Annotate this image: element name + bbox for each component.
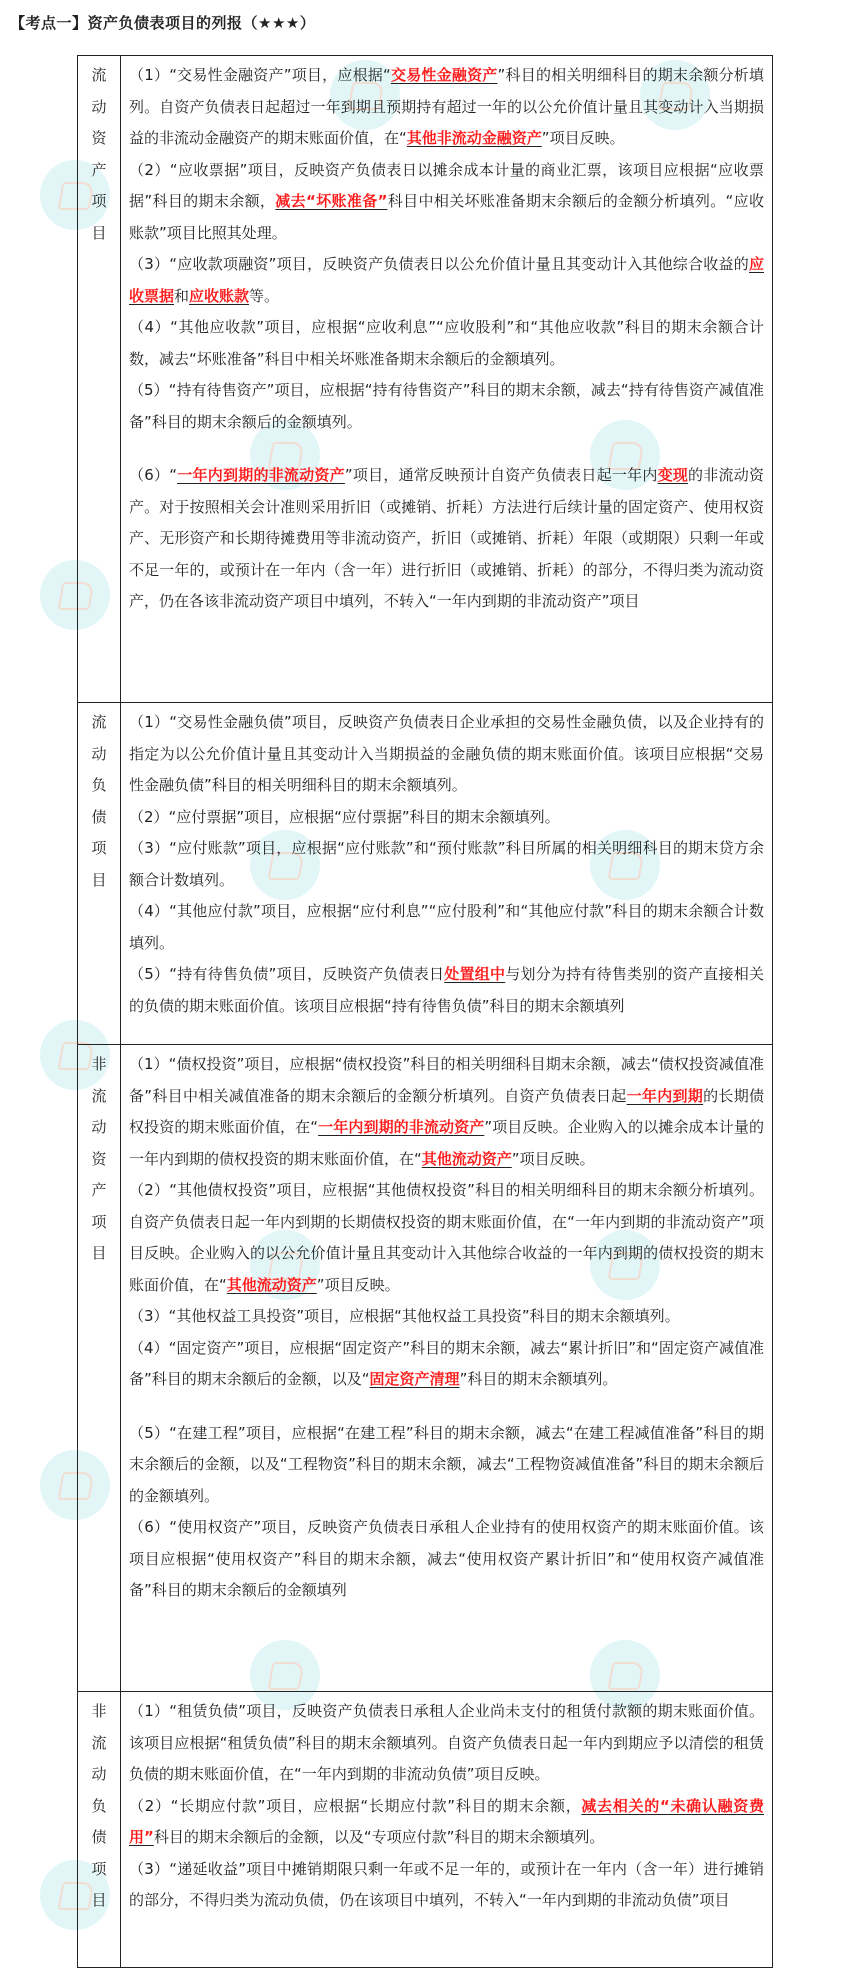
list-item [129, 707, 764, 802]
category-char: 负 [91, 776, 107, 794]
item-text: （4）“其他应收款”项目，应根据“应收利息”“应收股利”和“其他应收款”科目的期末余额合计数，减去“坏账准备”科目中相关坏账准备期末余额后的金额填列。 [129, 318, 764, 368]
category-cell [78, 1045, 121, 1692]
content-cell [121, 56, 773, 703]
highlighted-term: 应收账款 [189, 286, 250, 305]
category-char: 目 [91, 870, 107, 889]
category-char: 产 [91, 160, 107, 179]
list-item [129, 155, 764, 250]
highlighted-term: 固定资产清理 [369, 1370, 460, 1388]
item-text: （5）“持有待售资产”项目，应根据“持有待售资产”科目的期末余额，减去“持有待售资产减值准备”科目的期末余额后的金额填列。 [129, 381, 764, 431]
list-item [129, 1854, 764, 1917]
category-char: 动 [91, 744, 107, 763]
category-char: 动 [91, 1118, 107, 1136]
category-cell [78, 703, 121, 1045]
table-row-noncurrent-assets [78, 1045, 773, 1692]
item-text: （6）“使用权资产”项目，反映资产负债表日承租人企业持有的使用权资产的期末账面价值。该项目应根据“使用权资产”科目的期末余额，减去“使用权资产累计折旧”和“使用权资产减值准备”科目的期末余额后的金额填列 [129, 1518, 764, 1599]
list-item [129, 1512, 764, 1607]
item-text: （4）“固定资产”项目，应根据“固定资产”科目的期末余额，减去“累计折旧”和“固定资产减值准备”科目的期末余额后的金额，以及“ [129, 1338, 764, 1388]
item-text: 等。 [249, 286, 280, 305]
list-item [129, 1791, 764, 1854]
item-text: 科目中相关坏账准备期末余额后的金额分析填列。“应收账款”项目比照其处理。 [129, 192, 764, 242]
highlighted-term: 其他流动资产 [421, 1149, 512, 1168]
item-text: （2）“长期应付款”项目，应根据“长期应付款”科目的期末余额， [129, 1796, 582, 1815]
list-item [129, 1418, 764, 1513]
list-item [129, 802, 764, 834]
highlighted-term: 变现 [657, 466, 689, 484]
category-char: 流 [91, 1733, 107, 1752]
item-text: （3）“递延收益”项目中摊销期限只剩一年或不足一年的，或预计在一年内（含一年）进行摊销的部分，不得归类为流动负债，仍在该项目中填列，不转入“一年内到期的非流动负债”项目 [129, 1859, 764, 1909]
category-char: 动 [91, 1765, 107, 1783]
item-text: （5）“持有待售负债”项目，反映资产负债表日 [129, 965, 445, 983]
item-text: （5）“在建工程”项目，应根据“在建工程”科目的期末余额，减去“在建工程减值准备”科目的期末余额后的金额，以及“工程物资”科目的期末余额，减去“工程物资减值准备”科目的期末余额后的金额填列。 [129, 1423, 764, 1505]
category-char: 目 [91, 223, 107, 242]
page-title: 【考点一】资产负债表项目的列报（★★★） [10, 14, 316, 32]
category-char: 债 [91, 807, 107, 826]
item-text: ”科目的相关明细科目的期末余额分析填列。自资产负债表日起超过一年到期且预期持有超过一年的以公允价值计量且其变动计入当期损益的非流动金融资产的期末账面价值，在“ [129, 66, 764, 147]
category-cell [78, 56, 121, 703]
item-text: （3）“应付账款”项目，应根据“应付账款”和“预付账款”科目所属的相关明细科目的期末贷方余额合计数填列。 [129, 839, 764, 889]
item-text: （4）“其他应付款”项目，应根据“应付利息”“应付股利”和“其他应付款”科目的期末余额合计数填列。 [129, 902, 764, 952]
list-item [129, 833, 764, 896]
category-char: 流 [91, 713, 107, 731]
item-text: （1）“交易性金融资产”项目，应根据“ [129, 66, 391, 84]
category-char: 资 [91, 1149, 107, 1168]
category-char: 非 [91, 1702, 107, 1720]
list-item [129, 1049, 764, 1175]
category-char: 资 [91, 129, 107, 147]
category-char: 项 [91, 1212, 107, 1231]
list-item [129, 1696, 764, 1791]
highlighted-term: 一年内到期 [626, 1086, 704, 1105]
highlighted-term: 其他流动资产 [226, 1275, 317, 1294]
item-text: 科目的期末余额后的金额，以及“专项应付款”科目的期末余额填列。 [153, 1828, 605, 1846]
item-text: （2）“其他债权投资”项目，应根据“其他债权投资”科目的相关明细科目的期末余额分析填列。自资产负债表日起一年内到期的长期债权投资的期末账面价值，在“一年内到期的非流动资产”项目反映。企业购入的以公允价值计量且其变动计入其他综合收益的一年内到期的债权投资的期末账面价值，在“ [129, 1181, 764, 1294]
item-text: 的非流动资产。对于按照相关会计准则采用折旧（或摊销、折耗）方法进行后续计量的固定资产、使用权资产、无形资产和长期待摊费用等非流动资产，折旧（或摊销、折耗）年限（或期限）只剩一年或不足一年的，或预计在一年内（含一年）进行折旧（或摊销、折耗）的部分，不得归类为流动资产，仍在各该非流动资产项目中填列，不转入“一年内到期的非流动资产”项目 [129, 466, 764, 610]
item-text: 与划分为持有待售类别的资产直接相关的负债的期末账面价值。该项目应根据“持有待售负债”科目的期末余额填列 [129, 965, 764, 1015]
highlighted-term: 减去相关的“未确认融资费用” [129, 1796, 764, 1846]
category-char: 负 [91, 1796, 107, 1815]
highlighted-term: 一年内到期的非流动资产 [177, 466, 345, 484]
item-text: （1）“租赁负债”项目，反映资产负债表日承租人企业尚未支付的租赁付款额的期末账面价值。该项目应根据“租赁负债”科目的期末余额填列。自资产负债表日起一年内到期应予以清偿的租赁负债的期末账面价值，在“一年内到期的非流动负债”项目反映。 [129, 1702, 764, 1783]
highlighted-term: 交易性金融资产 [390, 66, 498, 84]
list-item [129, 460, 764, 618]
item-text: ”项目反映。企业购入的以摊余成本计量的一年内到期的债权投资的期末账面价值，在“ [129, 1118, 764, 1168]
list-item [129, 249, 764, 312]
category-char: 产 [91, 1181, 107, 1199]
category-char: 项 [91, 192, 107, 210]
category-char: 流 [91, 66, 107, 84]
item-text: （1）“交易性金融负债”项目，反映资产负债表日企业承担的交易性金融负债，以及企业持有的指定为以公允价值计量且其变动计入当期损益的金融负债的期末账面价值。该项目应根据“交易性金融负债”科目的相关明细科目的期末余额填列。 [129, 713, 764, 794]
list-item [129, 375, 764, 438]
list-item [129, 60, 764, 155]
table-row-noncurrent-liabilities [78, 1692, 773, 1968]
item-text: （3）“其他权益工具投资”项目，应根据“其他权益工具投资”科目的期末余额填列。 [129, 1307, 680, 1325]
highlighted-term: 处置组中 [444, 965, 506, 983]
item-text: ”项目反映。 [511, 1149, 595, 1168]
category-char: 流 [91, 1086, 107, 1105]
list-item [129, 1301, 764, 1333]
item-text: （2）“应收票据”项目，反映资产负债表日以摊余成本计量的商业汇票，该项目应根据“应收票据”科目的期末余额， [129, 160, 764, 210]
item-text: （6）“ [129, 466, 178, 484]
category-cell [78, 1692, 121, 1968]
category-char: 目 [91, 1244, 107, 1262]
item-text: （1）“债权投资”项目，应根据“债权投资”科目的相关明细科目期末余额，减去“债权投资减值准备”科目中相关减值准备的期末余额后的金额分析填列。自资产负债表日起 [129, 1055, 764, 1105]
highlighted-term: 减去“坏账准备” [275, 192, 388, 210]
item-text: 和 [174, 286, 190, 305]
item-text: （3）“应收款项融资”项目，反映资产负债表日以公允价值计量且其变动计入其他综合收益的 [129, 255, 749, 273]
item-text: ”项目，通常反映预计自资产负债表日起一年内 [344, 466, 658, 484]
item-text: 的长期债权投资的期末账面价值，在“ [129, 1086, 764, 1136]
category-char: 债 [91, 1828, 107, 1846]
category-char: 目 [91, 1891, 107, 1909]
highlighted-term: 其他非流动金融资产 [406, 129, 542, 147]
highlighted-term: 应收票据 [129, 255, 764, 305]
list-item [129, 896, 764, 959]
list-item [129, 959, 764, 1022]
highlighted-term: 一年内到期的非流动资产 [318, 1118, 485, 1136]
content-cell [121, 1692, 773, 1968]
table-row-current-assets [78, 56, 773, 703]
item-text: （2）“应付票据”项目，应根据“应付票据”科目的期末余额填列。 [129, 807, 560, 826]
item-text: ”项目反映。 [541, 129, 625, 147]
category-char: 非 [91, 1055, 107, 1073]
table-row-current-liabilities [78, 703, 773, 1045]
item-text: ”科目的期末余额填列。 [459, 1370, 618, 1388]
content-cell [121, 703, 773, 1045]
content-cell [121, 1045, 773, 1692]
category-char: 项 [91, 1859, 107, 1878]
balance-sheet-items-table [77, 55, 773, 1968]
list-item [129, 1333, 764, 1396]
item-text: ”项目反映。 [316, 1275, 400, 1294]
category-char: 动 [91, 97, 107, 116]
category-char: 项 [91, 839, 107, 857]
list-item [129, 1175, 764, 1301]
list-item [129, 312, 764, 375]
